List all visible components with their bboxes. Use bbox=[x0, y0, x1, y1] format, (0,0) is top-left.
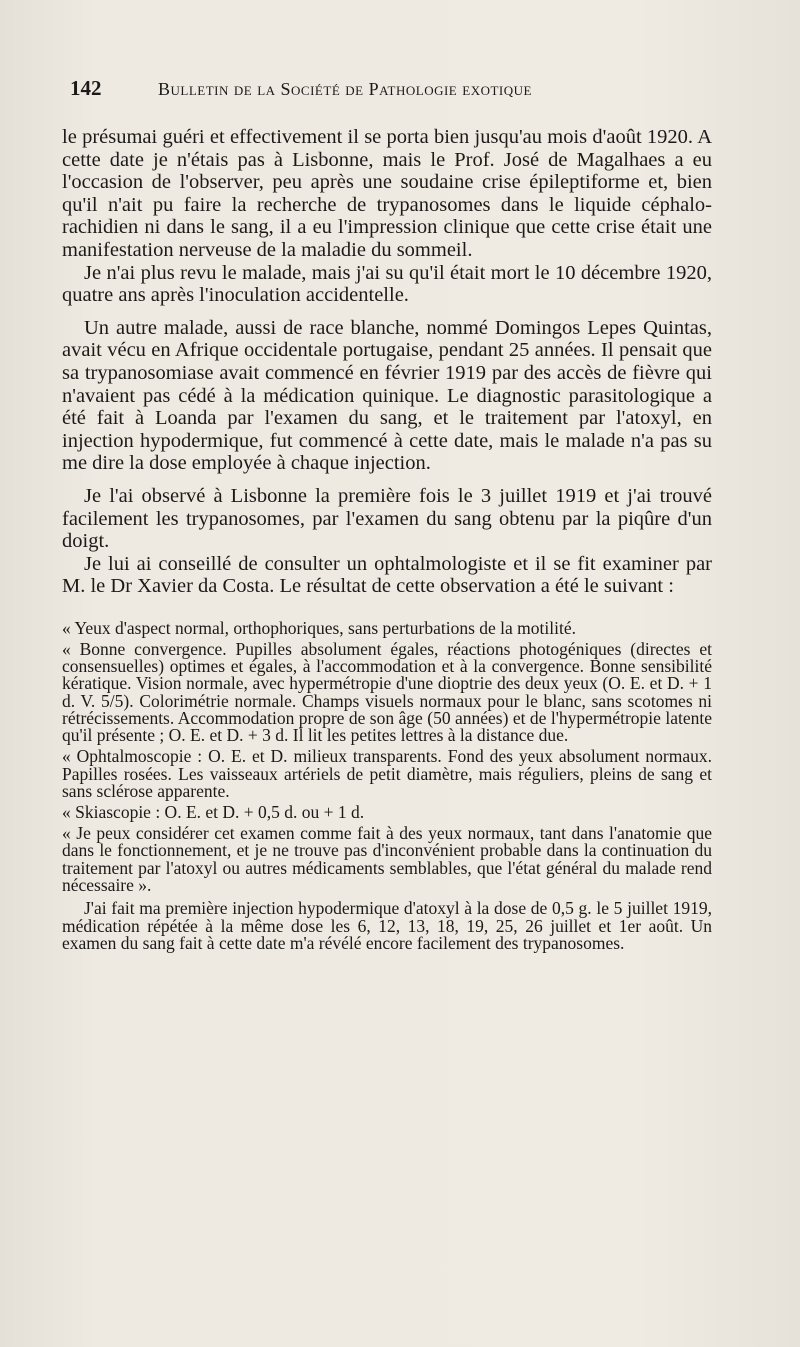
paragraph: Je n'ai plus revu le malade, mais j'ai su qu'il était mort le 10 décembre 1920, quatre ans après l'inoculation accidentelle. bbox=[62, 261, 712, 307]
report-paragraph: « Skiascopie : O. E. et D. + 0,5 d. ou + 1 d. bbox=[62, 801, 365, 822]
report-paragraph: « Bonne convergence. Pupilles absolument égales, réactions photogéniques (directes et consensuelles) optimes et égales, à l'accommodation et à la convergence. Bonne sensibilité kératique. Vision normale, avec hypermétropie d'une dioptrie des deux yeux (O. E. et D. + 1 d. V. 5/5). Colorimétrie normale. Champs visuels normaux pour le blanc, sans scotomes ni rétrécissements. Accommodation propre de son âge (50 années) et de l'hypermétropie latente qu'il présente ; O. E. et D. + 3 d. Il lit les petites lettres à la distance due. bbox=[62, 639, 712, 746]
page-header bbox=[70, 76, 710, 101]
body-text bbox=[62, 126, 712, 953]
ophthalmology-report bbox=[62, 617, 712, 895]
report-paragraph: « Yeux d'aspect normal, orthophoriques, sans perturbations de la motilité. bbox=[62, 617, 576, 638]
running-title: Bulletin de la Société de Pathologie exotique bbox=[158, 79, 532, 99]
page-number: 142 bbox=[70, 76, 102, 100]
report-paragraph: « Ophtalmoscopie : O. E. et D. milieux transparents. Fond des yeux absolument normaux. Papilles rosées. Les vaisseaux artériels de petit diamètre, mais réguliers, pleins de sang et sans sclérose apparente. bbox=[62, 746, 712, 801]
paragraph: le présumai guéri et effectivement il se porta bien jusqu'au mois d'août 1920. A cette date je n'étais pas à Lisbonne, mais le Prof. José de Magalhaes a eu l'occasion de l'observer, peu après une soudaine crise épileptiforme et, bien qu'il n'ait pu faire la recherche de trypanosomes dans le liquide céphalo-rachidien ni dans le sang, il a eu l'impression clinique que cette crise était une manifestation nerveuse de la maladie du sommeil. bbox=[62, 126, 712, 261]
paragraph: Je l'ai observé à Lisbonne la première fois le 3 juillet 1919 et j'ai trouvé facilement les trypanosomes, par l'examen du sang obtenu par la piqûre d'un doigt. bbox=[62, 484, 712, 553]
report-paragraph: « Je peux considérer cet examen comme fait à des yeux normaux, tant dans l'anatomie que dans le fonctionnement, et je ne trouve pas d'inconvénient probable dans la continuation du traitement par l'atoxyl ou autres médicaments semblables, que l'état général du malade rend nécessaire ». bbox=[62, 823, 712, 895]
paragraph: Je lui ai conseillé de consulter un ophtalmologiste et il se fit examiner par M. le Dr Xavier da Costa. Le résultat de cette observation a été le suivant : bbox=[62, 552, 712, 598]
closing-paragraph: J'ai fait ma première injection hypodermique d'atoxyl à la dose de 0,5 g. le 5 juillet 1919, médication répétée à la même dose les 6, 12, 13, 18, 19, 25, 26 juillet et 1er août. Un examen du sang fait à cette date m'a révélé encore facilement des trypanosomes. bbox=[62, 897, 712, 954]
paragraph: Un autre malade, aussi de race blanche, nommé Domingos Lepes Quintas, avait vécu en Afrique occidentale portugaise, pendant 25 années. Il pensait que sa trypanosomiase avait commencé en février 1919 par des accès de fièvre qui n'avaient pas cédé à la médication quinique. Le diagnostic parasitologique a été fait à Loanda par l'examen du sang, et le traitement par l'atoxyl, en injection hypodermique, fut commencé à cette date, mais le malade n'a pas su me dire la dose employée à chaque injection. bbox=[62, 316, 712, 475]
